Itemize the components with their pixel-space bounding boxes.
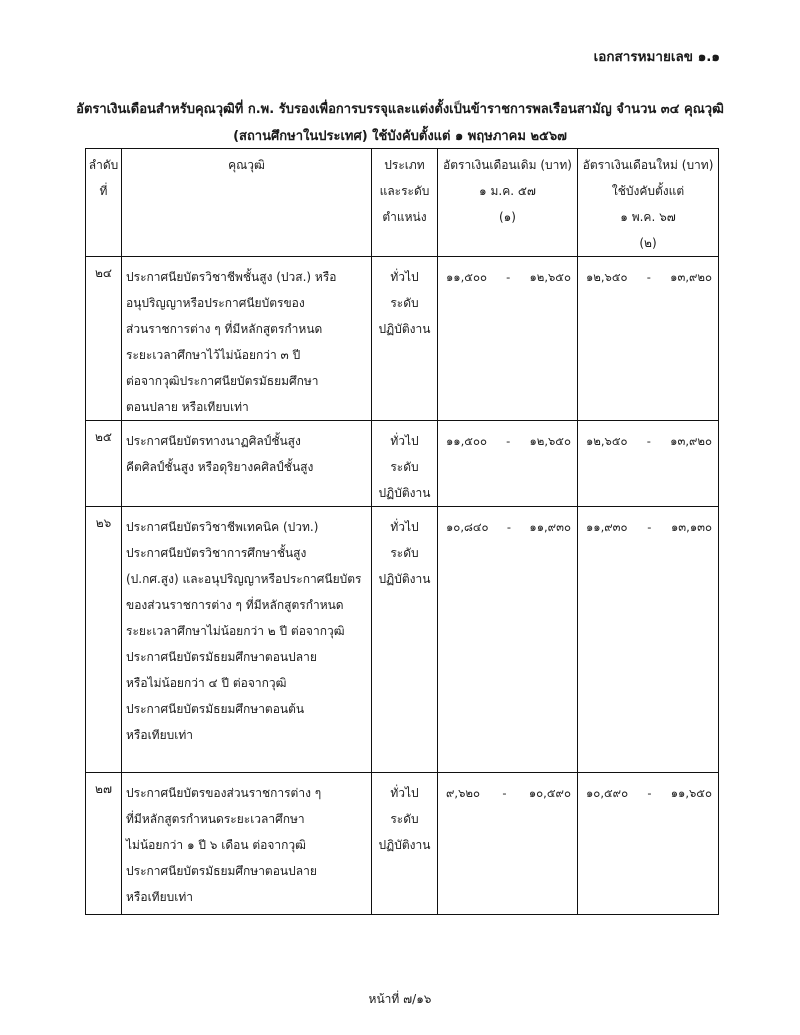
new-rate-cell: ๑๐,๕๙๐ - ๑๑,๖๕๐ [578,773,719,915]
qualification-cell: ประกาศนียบัตรของส่วนราชการต่าง ๆ ที่มีหลักสูตรกำหนดระยะเวลาศึกษา ไม่น้อยกว่า ๑ ปี ๖ เดือน ต่อจากวุฒิ ประกาศนียบัตรมัธยมศึกษาตอนปลาย หรือเทียบเท่า [122,773,372,915]
qualification-cell: ประกาศนียบัตรวิชาชีพชั้นสูง (ปวส.) หรือ อนุปริญญาหรือประกาศนียบัตรของ ส่วนราชการต่าง ๆ ที่มีหลักสูตรกำหนด ระยะเวลาศึกษาไว้ไม่น้อยกว่า ๓ ปี ต่อจากวุฒิประกาศนียบัตรมัธยมศึกษา ตอนปลาย หรือเทียบเท่า [122,257,372,421]
table-row [86,421,719,507]
page-number: หน้าที่ ๗/๑๖ [368,992,432,1006]
header-qualification: คุณวุฒิ [122,149,372,257]
table-row [86,257,719,421]
type-level-cell: ทั่วไป ระดับ ปฏิบัติงาน [372,257,438,421]
qualification-cell: ประกาศนียบัตรทางนาฏศิลป์ชั้นสูง คีตศิลป์ชั้นสูง หรือดุริยางคศิลป์ชั้นสูง [122,421,372,507]
new-rate-cell: ๑๑,๙๓๐ - ๑๓,๑๓๐ [578,507,719,773]
old-rate-cell: ๙,๖๒๐ - ๑๐,๕๙๐ [438,773,578,915]
document-title-line1: อัตราเงินเดือนสำหรับคุณวุฒิที่ ก.พ. รับรองเพื่อการบรรจุและแต่งตั้งเป็นข้าราชการพลเรือนสามัญ จำนวน ๓๔ คุณวุฒิ [76,102,724,117]
row-number: ๒๗ [86,773,122,915]
table-row [86,507,719,773]
row-number: ๒๔ [86,257,122,421]
qualification-cell: ประกาศนียบัตรวิชาชีพเทคนิค (ปวท.) ประกาศนียบัตรวิชาการศึกษาชั้นสูง (ป.กศ.สูง) และอนุปริญญาหรือประกาศนียบัตร ของส่วนราชการต่าง ๆ ที่มีหลักสูตรกำหนด ระยะเวลาศึกษาไม่น้อยกว่า ๒ ปี ต่อจากวุฒิ ประกาศนียบัตรมัธยมศึกษาตอนปลาย หรือไม่น้อยกว่า ๔ ปี ต่อจากวุฒิ ประกาศนียบัตรมัธยมศึกษาตอนต้น หรือเทียบเท่า [122,507,372,773]
header-new-rate: อัตราเงินเดือนใหม่ (บาท) ใช้บังคับตั้งแต่ ๑ พ.ค. ๖๗ (๒) [578,149,719,257]
new-rate-cell: ๑๒,๖๕๐ - ๑๓,๙๒๐ [578,421,719,507]
salary-table [85,148,719,915]
document-title-line2: (สถานศึกษาในประเทศ) ใช้บังคับตั้งแต่ ๑ พฤษภาคม ๒๕๖๗ [233,129,567,144]
old-rate-cell: ๑๐,๘๔๐ - ๑๑,๙๓๐ [438,507,578,773]
table-row [86,773,719,915]
type-level-cell: ทั่วไป ระดับ ปฏิบัติงาน [372,507,438,773]
new-rate-cell: ๑๒,๖๕๐ - ๑๓,๙๒๐ [578,257,719,421]
type-level-cell: ทั่วไป ระดับ ปฏิบัติงาน [372,773,438,915]
old-rate-cell: ๑๑,๕๐๐ - ๑๒,๖๕๐ [438,257,578,421]
header-type-level: ประเภท และระดับ ตำแหน่ง [372,149,438,257]
header-old-rate: อัตราเงินเดือนเดิม (บาท) ๑ ม.ค. ๕๗ (๑) [438,149,578,257]
row-number: ๒๕ [86,421,122,507]
table-header-row [86,149,719,257]
document-reference: เอกสารหมายเลข ๑.๑ [593,49,720,65]
type-level-cell: ทั่วไป ระดับ ปฏิบัติงาน [372,421,438,507]
row-number: ๒๖ [86,507,122,773]
old-rate-cell: ๑๑,๕๐๐ - ๑๒,๖๕๐ [438,421,578,507]
header-no: ลำดับ ที่ [86,149,122,257]
